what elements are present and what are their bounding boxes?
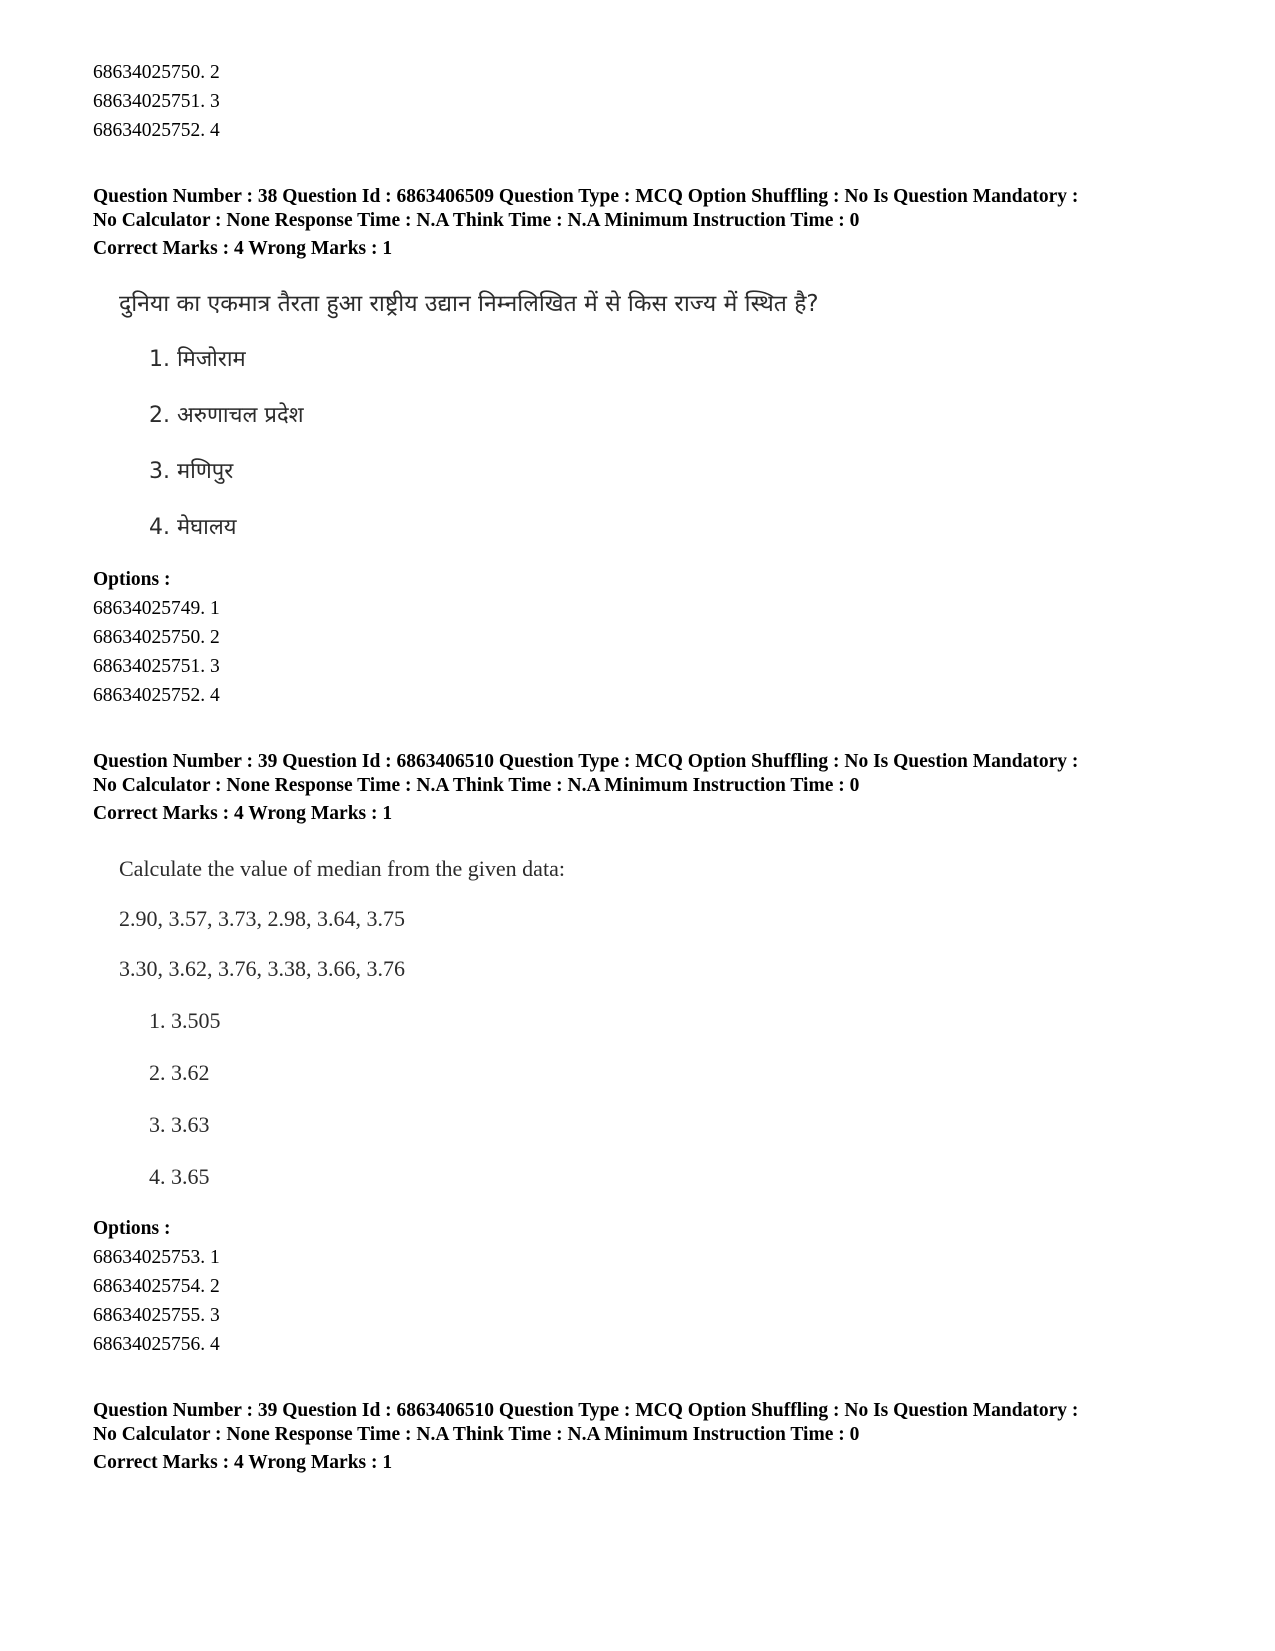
options-label: Options : — [93, 1218, 171, 1239]
answer-choice: 3. 3.63 — [149, 1112, 210, 1137]
question-text: Calculate the value of median from the given data: — [119, 856, 565, 881]
question-header-line: Question Number : 38 Question Id : 6863406509 Question Type : MCQ Option Shuffling : No Is Question Mandatory : — [93, 186, 1079, 207]
answer-choice: 4. 3.65 — [149, 1164, 210, 1189]
question-39-block — [93, 750, 1193, 1359]
question-text: दुनिया का एकमात्र तैरता हुआ राष्ट्रीय उद्यान निम्नलिखित में से किस राज्य में स्थित है? — [119, 291, 819, 317]
option-item: 68634025753. 1 — [93, 1247, 220, 1268]
question-marks: Correct Marks : 4 Wrong Marks : 1 — [93, 238, 393, 259]
data-values-line: 3.30, 3.62, 3.76, 3.38, 3.66, 3.76 — [119, 956, 405, 981]
document-page — [93, 58, 1193, 1475]
question-38-block — [93, 185, 1193, 710]
answer-choice: 1. मिजोराम — [149, 347, 246, 372]
question-39-repeat-block — [93, 1399, 1193, 1475]
question-body — [119, 854, 1193, 1192]
question-body — [119, 289, 1193, 543]
option-item: 68634025750. 2 — [93, 62, 220, 83]
option-item: 68634025750. 2 — [93, 627, 220, 648]
option-item: 68634025751. 3 — [93, 656, 220, 677]
option-item: 68634025751. 3 — [93, 91, 220, 112]
answer-choice: 4. मेघालय — [149, 515, 237, 540]
answer-choice: 2. अरुणाचल प्रदेश — [149, 403, 304, 428]
question-header-line: Question Number : 39 Question Id : 6863406510 Question Type : MCQ Option Shuffling : No Is Question Mandatory : — [93, 1400, 1079, 1421]
option-item: 68634025756. 4 — [93, 1334, 220, 1355]
question-header-line: No Calculator : None Response Time : N.A Think Time : N.A Minimum Instruction Time : 0 — [93, 775, 860, 796]
data-values-line: 2.90, 3.57, 3.73, 2.98, 3.64, 3.75 — [119, 906, 405, 931]
question-header — [93, 750, 1193, 798]
option-item: 68634025752. 4 — [93, 120, 220, 141]
question-header-line: Question Number : 39 Question Id : 6863406510 Question Type : MCQ Option Shuffling : No Is Question Mandatory : — [93, 751, 1079, 772]
answer-choice: 1. 3.505 — [149, 1008, 221, 1033]
question-header-line: No Calculator : None Response Time : N.A Think Time : N.A Minimum Instruction Time : 0 — [93, 1424, 860, 1445]
options-list — [93, 1243, 1193, 1359]
options-list — [93, 594, 1193, 710]
previous-options-list — [93, 58, 1193, 145]
question-header-line: No Calculator : None Response Time : N.A Think Time : N.A Minimum Instruction Time : 0 — [93, 210, 860, 231]
question-marks: Correct Marks : 4 Wrong Marks : 1 — [93, 803, 393, 824]
option-item: 68634025752. 4 — [93, 685, 220, 706]
question-header — [93, 1399, 1193, 1447]
question-marks: Correct Marks : 4 Wrong Marks : 1 — [93, 1452, 393, 1473]
options-label: Options : — [93, 569, 171, 590]
option-item: 68634025754. 2 — [93, 1276, 220, 1297]
answer-choice: 3. मणिपुर — [149, 459, 234, 484]
question-header — [93, 185, 1193, 233]
option-item: 68634025755. 3 — [93, 1305, 220, 1326]
answer-choice: 2. 3.62 — [149, 1060, 210, 1085]
option-item: 68634025749. 1 — [93, 598, 220, 619]
